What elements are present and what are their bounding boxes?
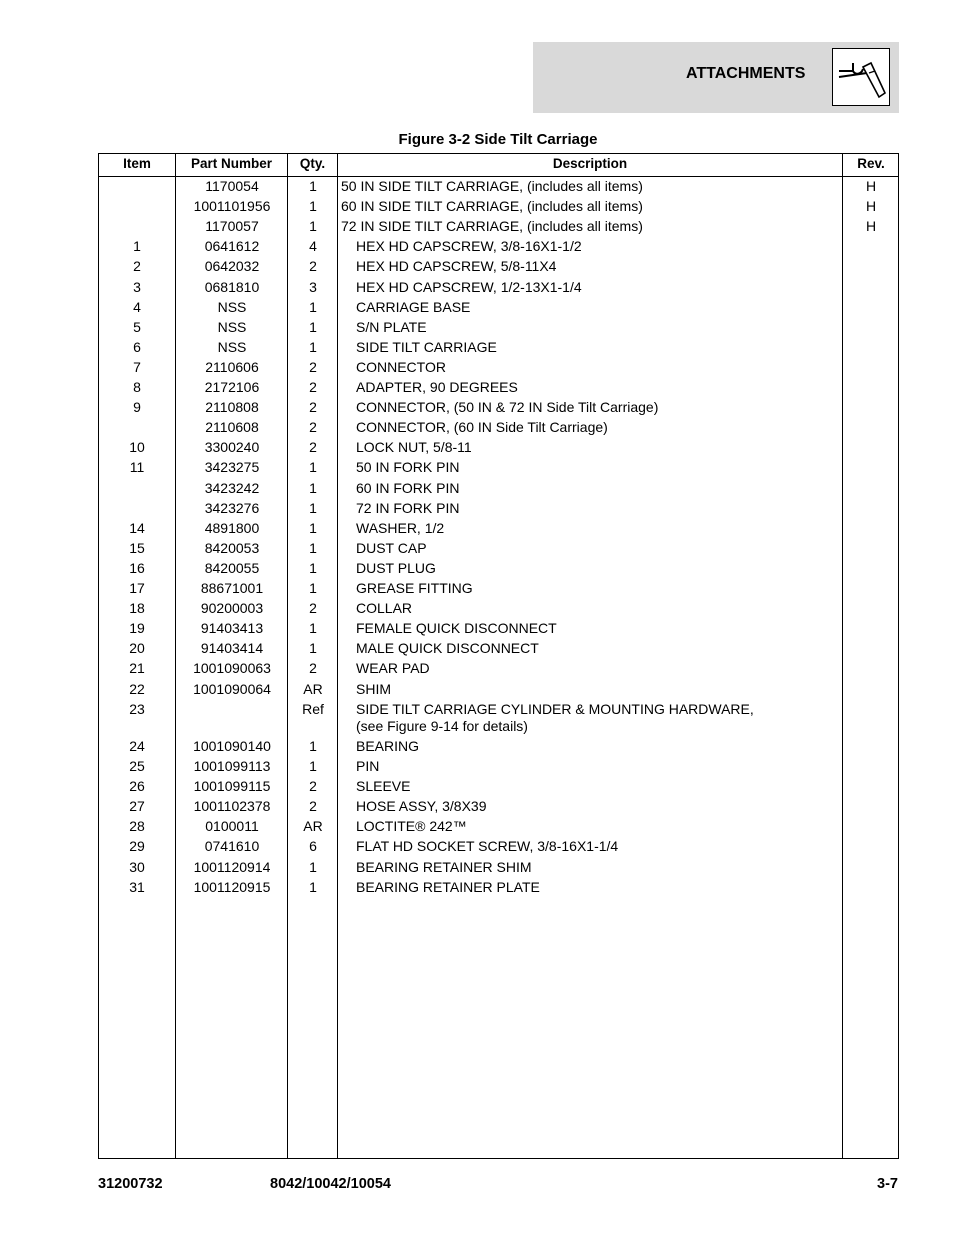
table-row — [99, 879, 898, 899]
part-number: 4891800 — [204, 519, 260, 536]
description: HOSE ASSY, 3/8X39 — [356, 798, 487, 815]
quantity: 1 — [309, 878, 317, 895]
description: 60 IN SIDE TILT CARRIAGE, (includes all items) — [341, 198, 643, 215]
table-row — [99, 738, 898, 758]
part-number: 1001090064 — [193, 680, 271, 697]
table-row — [99, 439, 898, 459]
description: 50 IN SIDE TILT CARRIAGE, (includes all items) — [341, 178, 643, 194]
figure-title: Figure 3-2 Side Tilt Carriage — [398, 131, 598, 148]
quantity: 1 — [309, 218, 317, 235]
quantity: 1 — [309, 858, 317, 875]
part-number: 8420053 — [204, 539, 260, 556]
revision: H — [865, 178, 877, 194]
table-row — [99, 419, 898, 439]
footer-model-numbers: 8042/10042/10054 — [270, 1176, 391, 1192]
part-number: 1170057 — [205, 218, 259, 235]
item-number: 14 — [129, 519, 145, 536]
description: HEX HD CAPSCREW, 3/8-16X1-1/2 — [356, 238, 582, 255]
table-row — [99, 640, 898, 660]
item-number: 22 — [129, 680, 145, 697]
part-number: 3423276 — [204, 499, 260, 516]
item-number: 8 — [133, 379, 141, 395]
table-row — [99, 560, 898, 580]
description: S/N PLATE — [356, 318, 427, 335]
item-number: 17 — [129, 580, 145, 596]
table-row — [99, 758, 898, 778]
item-number: 11 — [129, 459, 145, 476]
description: 72 IN SIDE TILT CARRIAGE, (includes all items) — [341, 218, 643, 235]
attachment-hook-icon — [832, 48, 890, 106]
table-row — [99, 198, 898, 218]
table-row — [99, 258, 898, 278]
description: 50 IN FORK PIN — [356, 459, 460, 476]
quantity: 1 — [309, 479, 317, 496]
item-number: 1 — [133, 238, 141, 255]
item-number: 6 — [133, 338, 141, 355]
part-number: 1170054 — [205, 178, 259, 194]
item-number: 19 — [129, 620, 145, 637]
table-row — [99, 459, 898, 479]
part-number: 91403413 — [200, 620, 264, 637]
table-row — [99, 798, 898, 818]
column-header-description: Description — [552, 156, 628, 171]
quantity: 2 — [309, 379, 317, 395]
item-number: 9 — [133, 399, 141, 416]
part-number: 1001099113 — [193, 758, 271, 774]
part-number: 1001120914 — [193, 858, 271, 875]
quantity: 1 — [309, 178, 317, 194]
quantity: 2 — [309, 258, 317, 275]
description: WEAR PAD — [356, 660, 430, 677]
table-row — [99, 379, 898, 399]
table-row — [99, 218, 898, 238]
part-number: 0741610 — [204, 838, 260, 855]
description: MALE QUICK DISCONNECT — [356, 640, 539, 657]
table-row — [99, 399, 898, 419]
footer-doc-number: 31200732 — [98, 1176, 163, 1192]
description: 60 IN FORK PIN — [356, 479, 460, 496]
part-number: 91403414 — [200, 640, 264, 657]
description: BEARING — [356, 737, 420, 754]
part-number: 1001090140 — [193, 737, 271, 754]
table-row — [99, 700, 898, 734]
item-number: 10 — [129, 439, 145, 456]
description: FEMALE QUICK DISCONNECT — [356, 620, 557, 637]
table-row — [99, 600, 898, 620]
description: HEX HD CAPSCREW, 1/2-13X1-1/4 — [356, 278, 582, 295]
part-number: 0100011 — [205, 818, 259, 835]
item-number: 16 — [129, 559, 145, 576]
quantity: 1 — [309, 519, 317, 536]
part-number: 0681810 — [204, 278, 260, 295]
description: SLEEVE — [356, 778, 411, 795]
quantity: 4 — [309, 238, 317, 255]
table-row — [99, 818, 898, 838]
description: GREASE FITTING — [356, 580, 473, 596]
table-row — [99, 620, 898, 640]
part-number: 3423242 — [204, 479, 260, 496]
revision: H — [865, 218, 877, 235]
quantity: 3 — [309, 278, 317, 295]
quantity: 1 — [309, 559, 317, 576]
table-row — [99, 299, 898, 319]
item-number: 28 — [129, 818, 145, 835]
table-row — [99, 681, 898, 701]
quantity: 1 — [309, 298, 317, 315]
quantity: 1 — [309, 580, 317, 596]
part-number: 3423275 — [204, 459, 260, 476]
item-number: 23 — [129, 700, 145, 717]
quantity: AR — [303, 680, 323, 697]
part-number: 90200003 — [200, 600, 264, 617]
item-number: 18 — [129, 600, 145, 617]
description: COLLAR — [356, 600, 413, 617]
quantity: 2 — [309, 778, 317, 795]
item-number: 4 — [133, 298, 141, 315]
part-number: 1001099115 — [193, 778, 271, 795]
item-number: 20 — [129, 640, 145, 657]
quantity: 1 — [309, 640, 317, 657]
item-number: 21 — [129, 660, 145, 677]
quantity: Ref — [302, 700, 324, 717]
quantity: 1 — [309, 737, 317, 754]
table-row — [99, 500, 898, 520]
item-number: 26 — [129, 778, 145, 795]
description: ADAPTER, 90 DEGREES — [356, 379, 518, 395]
quantity: 1 — [309, 198, 317, 215]
quantity: 2 — [309, 660, 317, 677]
quantity: 1 — [309, 338, 317, 355]
description: 72 IN FORK PIN — [356, 499, 460, 516]
part-number: 1001090063 — [193, 660, 271, 677]
table-row — [99, 319, 898, 339]
item-number: 7 — [133, 358, 141, 375]
description-continued: (see Figure 9-14 for details) — [356, 717, 528, 734]
item-number: 15 — [129, 539, 145, 556]
description: SHIM — [356, 680, 391, 697]
table-row — [99, 859, 898, 879]
description: FLAT HD SOCKET SCREW, 3/8-16X1-1/4 — [356, 838, 619, 855]
item-number: 5 — [133, 318, 141, 335]
description: SIDE TILT CARRIAGE CYLINDER & MOUNTING HARDWARE, — [356, 700, 754, 717]
part-number: 0642032 — [204, 258, 260, 275]
part-number: NSS — [217, 318, 247, 335]
part-number: 88671001 — [200, 580, 264, 596]
part-number: 8420055 — [204, 559, 260, 576]
quantity: 6 — [309, 838, 317, 855]
footer-page-number: 3-7 — [877, 1176, 898, 1192]
part-number: 1001102378 — [193, 798, 271, 815]
quantity: 2 — [309, 798, 317, 815]
column-header-rev: Rev. — [857, 156, 885, 171]
description: HEX HD CAPSCREW, 5/8-11X4 — [356, 258, 557, 275]
item-number: 31 — [129, 878, 145, 895]
quantity: 2 — [309, 419, 317, 436]
part-number: 1001101956 — [193, 198, 271, 215]
description: SIDE TILT CARRIAGE — [356, 338, 497, 355]
quantity: 1 — [309, 620, 317, 637]
description: CONNECTOR, (50 IN & 72 IN Side Tilt Carriage) — [356, 399, 659, 416]
quantity: 2 — [309, 399, 317, 416]
description: BEARING RETAINER SHIM — [356, 858, 532, 875]
part-number: 2110606 — [205, 358, 259, 375]
part-number: 3300240 — [204, 439, 260, 456]
part-number: 1001120915 — [193, 878, 271, 895]
part-number: 0641612 — [204, 238, 260, 255]
item-number: 2 — [133, 258, 141, 275]
item-number: 25 — [129, 758, 145, 774]
quantity: 1 — [309, 758, 317, 774]
quantity: 1 — [309, 459, 317, 476]
item-number: 30 — [129, 858, 145, 875]
parts-table — [98, 153, 899, 1159]
quantity: 1 — [309, 539, 317, 556]
table-row — [99, 480, 898, 500]
table-row — [99, 540, 898, 560]
description: LOCK NUT, 5/8-11 — [356, 439, 472, 456]
table-row — [99, 660, 898, 680]
table-row — [99, 520, 898, 540]
description: WASHER, 1/2 — [356, 519, 445, 536]
part-number: NSS — [217, 298, 247, 315]
part-number: 2172106 — [204, 379, 260, 395]
item-number: 27 — [129, 798, 145, 815]
quantity: AR — [303, 818, 323, 835]
revision: H — [865, 198, 877, 215]
table-row — [99, 339, 898, 359]
item-number: 3 — [133, 278, 141, 295]
quantity: 1 — [309, 499, 317, 516]
table-row — [99, 279, 898, 299]
part-number: 2110608 — [205, 419, 259, 436]
quantity: 2 — [309, 439, 317, 456]
description: LOCTITE® 242™ — [356, 818, 467, 835]
item-number: 29 — [129, 838, 145, 855]
column-header-qty: Qty. — [299, 156, 326, 171]
description: DUST CAP — [356, 539, 427, 556]
quantity: 2 — [309, 358, 317, 375]
description: BEARING RETAINER PLATE — [356, 878, 540, 895]
description: CONNECTOR, (60 IN Side Tilt Carriage) — [356, 419, 608, 436]
item-number: 24 — [129, 737, 145, 754]
section-title: ATTACHMENTS — [686, 65, 806, 82]
table-row — [99, 778, 898, 798]
header-divider — [99, 176, 898, 177]
part-number: 2110808 — [205, 399, 259, 416]
table-row — [99, 359, 898, 379]
table-row — [99, 838, 898, 858]
quantity: 1 — [309, 318, 317, 335]
column-header-part-number: Part Number — [190, 156, 273, 171]
table-row — [99, 580, 898, 600]
description: CARRIAGE BASE — [356, 298, 471, 315]
description: PIN — [356, 758, 380, 774]
column-header-item: Item — [123, 156, 151, 171]
table-row — [99, 238, 898, 258]
quantity: 2 — [309, 600, 317, 617]
table-row — [99, 178, 898, 198]
description: DUST PLUG — [356, 559, 436, 576]
description: CONNECTOR — [356, 358, 446, 375]
part-number: NSS — [217, 338, 247, 355]
